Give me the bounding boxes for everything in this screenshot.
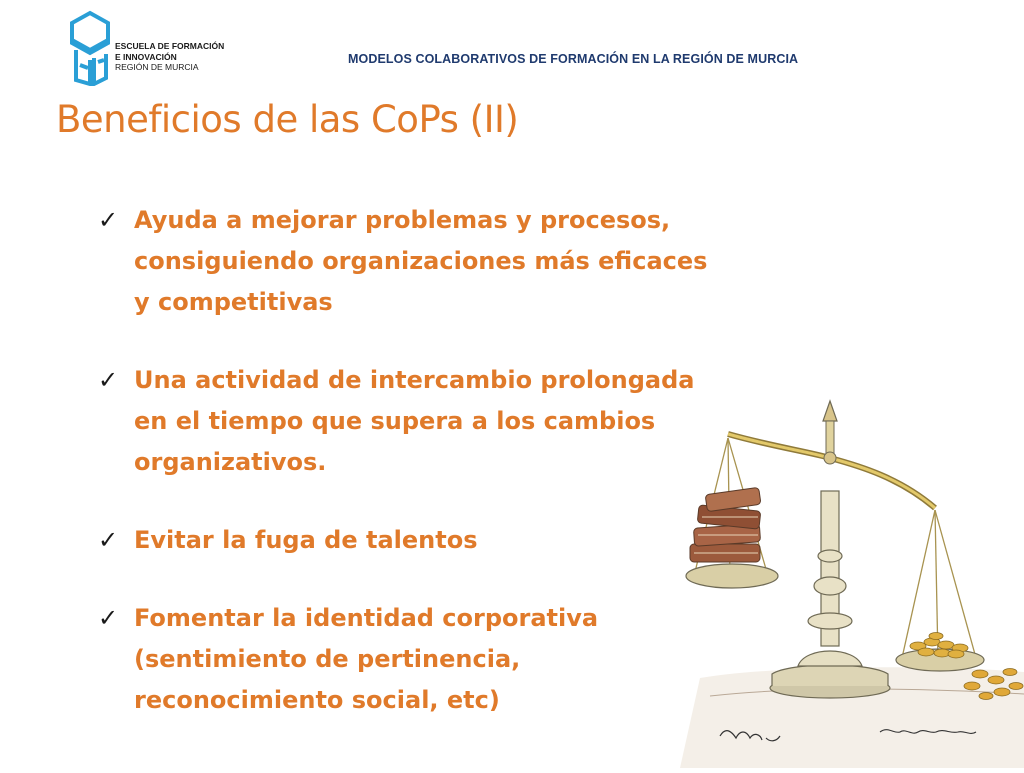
balance-scale-illustration: [680, 396, 1024, 768]
bullet-line: consiguiendo organizaciones más eficaces: [134, 247, 708, 275]
logo-line-2: E INNOVACIÓN: [115, 51, 177, 62]
logo-text: [115, 41, 224, 73]
bullet-line: Ayuda a mejorar problemas y procesos,: [134, 206, 671, 234]
efi-logo-mark: [68, 10, 112, 86]
bullet-line: y competitivas: [134, 288, 333, 316]
bullet-item: [96, 520, 736, 561]
checkmark-icon: ✓: [98, 366, 119, 394]
header-title: MODELOS COLABORATIVOS DE FORMACIÓN EN LA REGIÓN DE MURCIA: [348, 52, 799, 66]
bullet-list: [96, 200, 736, 721]
checkmark-icon: ✓: [98, 206, 119, 234]
bullet-item: [96, 200, 736, 323]
bullet-line: reconocimiento social, etc): [134, 686, 500, 714]
efi-logo: [68, 10, 233, 86]
bullet-line: Fomentar la identidad corporativa: [134, 604, 599, 632]
slide-title: Beneficios de las CoPs (II): [56, 98, 519, 141]
bullet-line: (sentimiento de pertinencia,: [134, 645, 521, 673]
bullet-line: organizativos.: [134, 448, 327, 476]
bullet-line: Una actividad de intercambio prolongada: [134, 366, 695, 394]
bullet-item: [96, 598, 736, 721]
checkmark-icon: ✓: [98, 604, 119, 632]
logo-line-1: ESCUELA DE FORMACIÓN: [115, 41, 225, 51]
bullet-line: en el tiempo que supera a los cambios: [134, 407, 656, 435]
bullet-line: Evitar la fuga de talentos: [134, 526, 478, 554]
logo-line-3: REGIÓN DE MURCIA: [115, 62, 199, 72]
checkmark-icon: ✓: [98, 526, 119, 554]
bullet-item: [96, 360, 736, 483]
